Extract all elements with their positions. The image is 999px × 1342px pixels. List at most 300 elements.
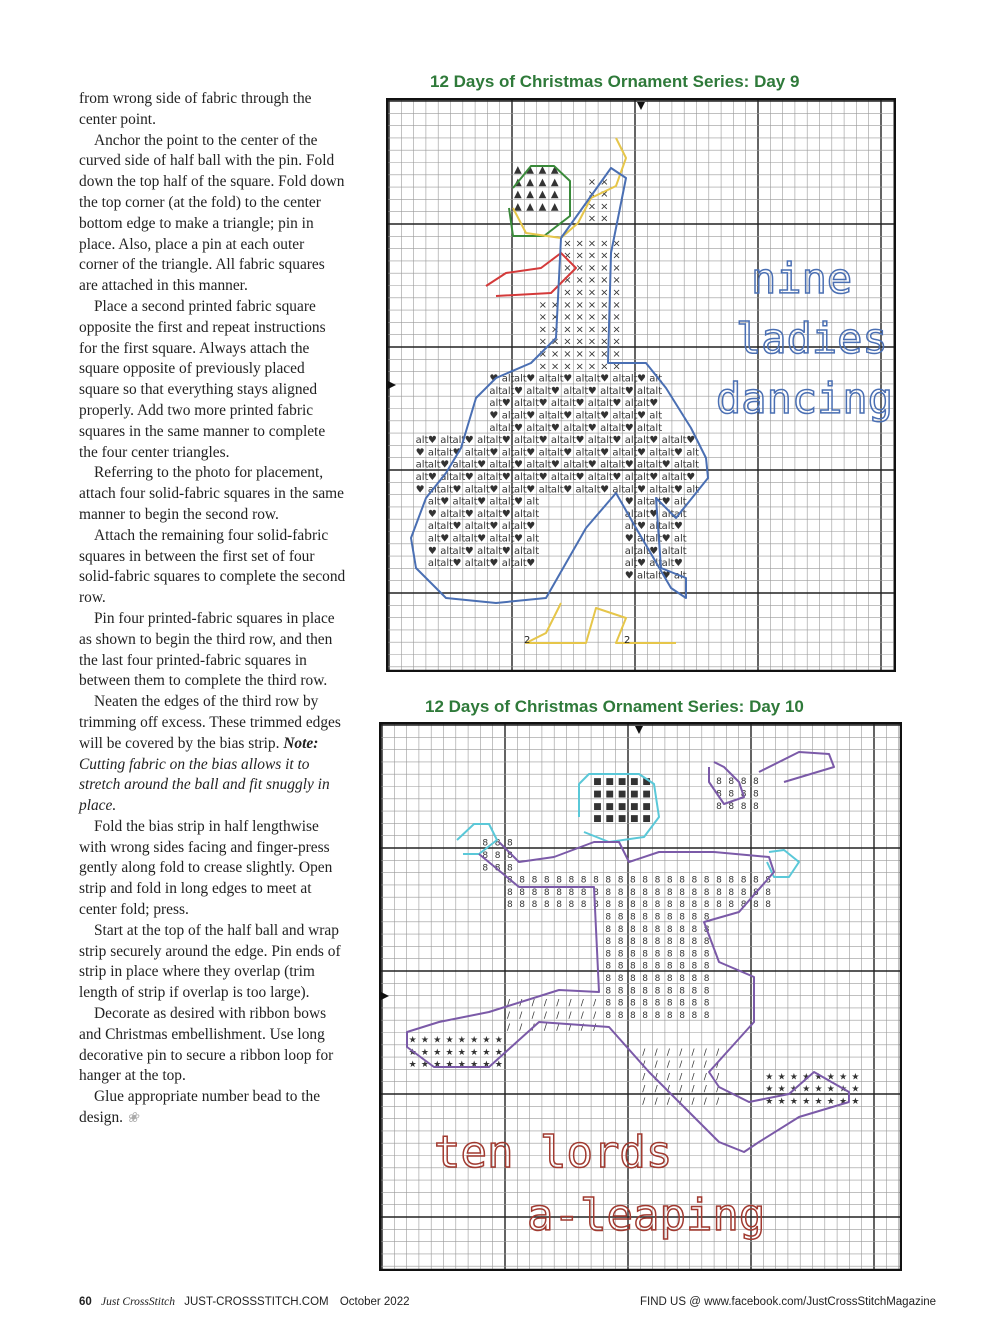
stitch-symbol: 8	[728, 801, 735, 812]
stitch-symbol: alt	[563, 472, 577, 483]
stitch-symbol: ×	[538, 336, 547, 348]
stitch-symbol: alt	[489, 398, 503, 410]
stitch-symbol: 8	[666, 961, 673, 972]
stitch-symbol: 8	[691, 974, 698, 984]
stitch-symbol: 8	[654, 998, 661, 1009]
stitch-symbol: ♥	[538, 398, 548, 410]
stitch-symbol: ★	[470, 1047, 479, 1058]
issue-date: October 2022	[339, 1296, 410, 1308]
stitch-symbol: ×	[587, 189, 597, 201]
stitch-symbol: 8	[691, 998, 698, 1009]
stitch-symbol: alt	[649, 533, 663, 545]
stitch-symbol: alt	[427, 521, 441, 533]
stitch-symbol: alt	[661, 545, 675, 557]
stitch-symbol: 8	[494, 851, 501, 861]
stitch-symbol: ×	[563, 312, 572, 324]
stitch-symbol: ×	[600, 213, 609, 225]
stitch-symbol: alt	[624, 472, 638, 483]
footer-facebook[interactable]: FIND US @ www.facebook.com/JustCrossStitchMagazine	[640, 1296, 937, 1308]
stitch-symbol: ♥	[649, 398, 659, 410]
stitch-symbol: ★	[814, 1072, 823, 1083]
stitch-symbol: ×	[563, 361, 572, 373]
stitch-symbol: alt	[624, 435, 638, 447]
footer-left	[79, 1296, 410, 1308]
stitch-symbol: 8	[703, 937, 710, 948]
stitch-symbol: alt	[550, 373, 564, 385]
stitch-symbol: ♥	[427, 508, 437, 520]
stitch-symbol: ×	[612, 361, 621, 373]
stitch-symbol: ▲	[514, 176, 522, 188]
stitch-symbol: /	[543, 1010, 547, 1021]
chart-title-day-9: 12 Days of Christmas Ornament Series: Day 9	[430, 72, 800, 91]
stitch-symbol: 8	[703, 912, 710, 923]
stitch-symbol: alt	[477, 521, 490, 533]
stitch-symbol: alt	[514, 447, 527, 459]
stitch-symbol: /	[543, 1023, 547, 1034]
stitch-symbol: 8	[593, 875, 599, 886]
stitch-symbol: 8	[679, 1010, 685, 1021]
stitch-symbol: alt	[514, 545, 527, 557]
lettering-nine: nine	[751, 254, 853, 303]
stitch-symbol: 8	[617, 875, 624, 886]
stitch-symbol: ×	[575, 262, 584, 274]
stitch-symbol: alt	[637, 545, 650, 557]
stitch-symbol: 8	[507, 887, 513, 898]
stitch-symbol: ♥	[464, 435, 474, 447]
stitch-symbol: /	[716, 1072, 720, 1083]
stitch-symbol: alt	[600, 398, 613, 410]
stitch-symbol: alt	[489, 385, 503, 397]
stitch-symbol: 8	[765, 900, 772, 911]
stitch-symbol: ♥	[575, 435, 585, 447]
stitch-symbol: ♥	[427, 435, 437, 447]
stitch-symbol: /	[654, 1097, 658, 1107]
stitch-symbol: ★	[457, 1047, 466, 1058]
stitch-symbol: 8	[642, 998, 649, 1009]
stitch-symbol: ★	[851, 1084, 860, 1095]
stitch-symbol: ♥	[673, 558, 683, 570]
stitch-symbol: alt	[477, 508, 490, 520]
chart-title-day-10: 12 Days of Christmas Ornament Series: Day 10	[425, 697, 804, 716]
stitch-symbol: ♥	[464, 545, 474, 557]
stitch-symbol: 8	[654, 949, 661, 960]
paragraph-4: Referring to the photo for placement, attach four solid-fabric squares in the same manner to begin the second row.	[79, 464, 344, 523]
stitch-symbol: alt	[489, 472, 503, 483]
stitch-symbol: 8	[593, 900, 599, 911]
stitch-symbol: 8	[654, 900, 661, 911]
stitch-symbol: ★	[789, 1097, 798, 1107]
stitch-symbol: ★	[494, 1047, 503, 1058]
stitch-symbol: /	[716, 1084, 720, 1095]
stitch-symbol: ▲	[550, 176, 559, 188]
stitch-symbol: alt	[624, 508, 638, 520]
stitch-symbol: ♥	[587, 385, 597, 397]
stitch-symbol: 8	[703, 900, 710, 911]
stitch-symbol: ■	[630, 801, 639, 812]
stitch-symbol: alt	[637, 508, 650, 520]
stitch-symbol: ×	[600, 238, 609, 250]
stitch-symbol: 8	[691, 875, 698, 886]
stitch-symbol: /	[703, 1072, 707, 1083]
stitch-symbol: ★	[482, 1060, 491, 1071]
stitch-symbol: ♥	[624, 570, 634, 582]
stitch-symbol: ▲	[526, 164, 535, 176]
stitch-symbol: alt	[563, 398, 577, 410]
stitch-symbol: /	[556, 998, 560, 1009]
stitch-symbol: 8	[691, 937, 698, 948]
stitch-symbol: ■	[617, 777, 627, 788]
stitch-symbol: alt	[550, 447, 564, 459]
stitch-symbol: alt	[514, 521, 527, 533]
stitch-symbol: ▲	[514, 189, 522, 201]
stitch-symbol: 8	[642, 887, 649, 898]
stitch-symbol: 8	[617, 974, 624, 984]
stitch-symbol: ×	[612, 262, 621, 274]
stitch-symbol: alt	[526, 385, 540, 397]
stitch-symbol: ×	[563, 262, 572, 274]
stitch-symbol: 8	[679, 887, 685, 898]
stitch-symbol: alt	[538, 459, 552, 471]
stitch-symbol: ×	[600, 189, 609, 201]
symbol-number-right: 2	[624, 635, 631, 646]
stitch-symbol: ♥	[464, 508, 474, 520]
stitch-symbol: 8	[654, 887, 661, 898]
stitch-symbol: ♥	[661, 533, 671, 545]
stitch-symbol: ×	[612, 336, 621, 348]
stitch-symbol: 8	[716, 789, 722, 800]
stitch-symbol: alt	[600, 435, 613, 447]
stitch-symbol: /	[519, 1023, 523, 1034]
stitch-symbol: ■	[617, 789, 627, 800]
stitch-symbol: ■	[605, 801, 614, 812]
stitch-symbol: 8	[630, 924, 636, 935]
stitch-symbol: /	[642, 1084, 646, 1095]
stitch-symbol: alt	[452, 472, 466, 483]
stitch-symbol: ×	[600, 201, 609, 213]
stitch-symbol: 8	[654, 961, 661, 972]
stitch-symbol: 8	[654, 875, 661, 886]
stitch-symbol: 8	[703, 961, 710, 972]
stitch-symbol: ×	[600, 299, 609, 311]
stitch-symbol: ▲	[538, 176, 547, 188]
stitch-symbol: ♥	[526, 558, 536, 570]
stitch-symbol: ×	[612, 250, 621, 262]
stitch-symbol: 8	[630, 998, 636, 1009]
stitch-symbol: ♥	[550, 422, 560, 434]
stitch-symbol: ★	[408, 1035, 417, 1046]
stitch-symbol: 8	[543, 887, 550, 898]
stitch-symbol: alt	[673, 533, 687, 545]
stitch-symbol: /	[654, 1047, 658, 1058]
stitch-symbol: 8	[543, 900, 550, 911]
stitch-symbol: ★	[851, 1097, 860, 1107]
stitch-symbol: ★	[482, 1035, 491, 1046]
stitch-symbol: 8	[654, 912, 661, 923]
stitch-symbol: 8	[691, 961, 698, 972]
stitch-symbol: alt	[489, 508, 503, 520]
stitch-symbol: alt	[587, 447, 601, 459]
website-link[interactable]: JUST-CROSSSTITCH.COM	[184, 1296, 329, 1308]
stitch-symbol: alt	[501, 558, 515, 570]
stitch-symbol: alt	[464, 558, 478, 570]
stitch-symbol: ★	[777, 1072, 786, 1083]
stitch-symbol: 8	[740, 887, 747, 898]
stitch-symbol: alt	[464, 459, 478, 471]
stitch-symbol: ★	[494, 1035, 503, 1046]
stitch-symbol: alt	[637, 385, 650, 397]
stitch-symbol: ♥	[415, 447, 425, 459]
stitch-symbol: 8	[617, 986, 624, 997]
stitch-symbol: 8	[630, 1010, 636, 1021]
stitch-symbol: ■	[642, 801, 651, 812]
chart-day-10	[379, 722, 902, 1271]
stitch-symbol: ■	[593, 789, 602, 800]
stitch-symbol: 8	[642, 937, 649, 948]
stitch-symbol: /	[519, 1010, 523, 1021]
stitch-symbol: alt	[587, 484, 601, 496]
stitch-symbol: alt	[563, 459, 577, 471]
stitch-symbol: 8	[654, 1010, 661, 1021]
stitch-symbol: alt	[464, 484, 478, 496]
stitch-symbol: 8	[691, 986, 698, 997]
stitch-symbol: ★	[420, 1060, 429, 1071]
stitch-symbol: ♥	[526, 373, 536, 385]
stitch-symbol: ▲	[550, 164, 559, 176]
stitch-symbol: alt	[612, 447, 626, 459]
stitch-symbol: /	[666, 1072, 670, 1083]
stitch-symbol: ★	[826, 1084, 835, 1095]
stitch-symbol: ■	[642, 777, 651, 788]
stitch-symbol: alt	[514, 435, 527, 447]
stitch-symbol: alt	[612, 385, 626, 397]
stitch-symbol: /	[716, 1047, 720, 1058]
stitch-symbol: /	[556, 1010, 560, 1021]
stitch-symbol: alt	[514, 398, 527, 410]
stitch-symbol: alt	[550, 435, 564, 447]
stitch-symbol: ♥	[686, 435, 696, 447]
stitch-symbol: 8	[753, 801, 759, 812]
stitch-symbol: alt	[575, 373, 589, 385]
stitch-symbol: alt	[649, 422, 663, 434]
stitch-symbol: ★	[789, 1072, 798, 1083]
stitch-symbol: /	[568, 998, 572, 1009]
stitch-symbol: 8	[605, 875, 612, 886]
stitch-symbol: alt	[637, 435, 650, 447]
stitch-symbol: 8	[568, 875, 575, 886]
stitch-symbol: /	[716, 1097, 720, 1107]
stitch-symbol: ♥	[575, 398, 585, 410]
stitch-symbol: alt	[550, 484, 564, 496]
note-label: Note:	[283, 734, 319, 752]
stitch-symbol: alt	[637, 422, 650, 434]
stitch-symbol: ♥	[464, 472, 474, 483]
stitch-symbol: ♥	[624, 533, 634, 545]
stitch-symbol: ♥	[587, 459, 597, 471]
stitch-symbol: alt	[427, 459, 441, 471]
stitch-symbol: 8	[703, 875, 710, 886]
stitch-symbol: ♥	[489, 558, 499, 570]
stitch-symbol: ★	[802, 1072, 811, 1083]
stitch-symbol: ■	[605, 777, 614, 788]
stitch-symbol: ×	[575, 250, 584, 262]
stitch-symbol: 8	[753, 875, 759, 886]
stitch-symbol: ♥	[637, 521, 646, 533]
stitch-symbol: 8	[666, 900, 673, 911]
stitch-symbol: 8	[556, 875, 562, 886]
stitch-symbol: ♥	[452, 558, 462, 570]
stitch-symbol: 8	[507, 851, 513, 861]
stitch-symbol: ♥	[649, 508, 659, 520]
stitch-symbol: 8	[679, 974, 685, 984]
stitch-symbol: 8	[617, 912, 624, 923]
stitch-symbol: alt	[673, 570, 687, 582]
paragraph-10: Decorate as desired with ribbon bows and Christmas embellishment. Use long decorative pin to secure a ribbon loop for hanger at the top.	[79, 1005, 334, 1085]
paragraph-9: Start at the top of the half ball and wrap strip securely around the edge. Pin ends of strip in place where they overlap (trim length of strip if overlap is too large).	[79, 921, 341, 1002]
stitch-symbol: 8	[728, 789, 735, 800]
stitch-symbol: alt	[415, 459, 429, 471]
stitch-symbol: alt	[440, 508, 454, 520]
stitch-symbol: alt	[452, 508, 466, 520]
stitch-symbol: ×	[612, 349, 621, 360]
stitch-symbol: alt	[489, 435, 503, 447]
stitch-symbol: 8	[556, 900, 562, 911]
stitch-symbol: 8	[703, 1010, 710, 1021]
stitch-symbol: alt	[575, 447, 589, 459]
stitch-symbol: alt	[661, 484, 675, 496]
stitch-symbol: ♥	[501, 472, 511, 483]
stitch-symbol: alt	[575, 422, 589, 434]
stitch-symbol: alt	[501, 521, 515, 533]
stitch-symbol: ■	[593, 801, 602, 812]
stitch-symbol: ♥	[624, 422, 634, 434]
stitch-symbol: ×	[587, 336, 597, 348]
stitch-symbol: ♥	[489, 484, 499, 496]
stitch-symbol: ★	[802, 1084, 811, 1095]
stitch-symbol: ★	[408, 1047, 417, 1058]
stitch-symbol: ×	[600, 176, 609, 188]
stitch-symbol: ▲	[526, 201, 535, 213]
stitch-symbol: 8	[691, 949, 698, 960]
stitch-symbol: ★	[457, 1035, 466, 1046]
stitch-symbol: alt	[514, 508, 527, 520]
lettering-a-leaping: a-leaping	[527, 1190, 766, 1241]
stitch-symbol: ×	[587, 349, 597, 360]
stitch-symbol: ▲	[514, 164, 522, 176]
stitch-symbol: 8	[482, 838, 489, 849]
stitch-symbol: alt	[427, 558, 441, 570]
stitch-symbol: ▲	[550, 189, 559, 201]
stitch-symbol: 8	[753, 900, 759, 911]
stitch-symbol: alt	[477, 545, 490, 557]
stitch-symbol: 8	[666, 998, 673, 1009]
magazine-name: Just CrossStitch	[101, 1296, 176, 1308]
stitch-symbol: ×	[587, 201, 597, 213]
stitch-symbol: ■	[605, 789, 614, 800]
stitch-symbol: ♥	[514, 533, 523, 545]
stitch-symbol: alt	[526, 472, 540, 483]
stitch-symbol: alt	[427, 484, 441, 496]
stitch-symbol: ♥	[440, 533, 450, 545]
stitch-symbol: ★	[765, 1072, 774, 1083]
stitch-symbol: alt	[624, 410, 638, 422]
stitch-symbol: ×	[575, 287, 584, 299]
chart-day-9	[386, 98, 896, 672]
stitch-symbol: ×	[550, 336, 560, 348]
stitch-symbol: 8	[728, 887, 735, 898]
stitch-symbol: 8	[740, 900, 747, 911]
stitch-symbol: alt	[501, 484, 515, 496]
stitch-symbol: 8	[556, 887, 562, 898]
stitch-symbol: ▲	[550, 201, 559, 213]
stitch-symbol: alt	[637, 459, 650, 471]
stitch-symbol: /	[691, 1060, 695, 1071]
stitch-symbol: ★	[445, 1035, 454, 1046]
stitch-symbol: ▲	[526, 189, 535, 201]
stitch-symbol: alt	[637, 570, 650, 582]
stitch-symbol: 8	[630, 961, 636, 972]
stitch-symbol: /	[531, 1010, 535, 1021]
stitch-symbol: 8	[716, 777, 722, 788]
stitch-symbol: ♥	[514, 496, 523, 508]
stitch-symbol: ×	[587, 287, 597, 299]
stitch-symbol: alt	[526, 545, 540, 557]
stitch-symbol: 8	[642, 912, 649, 923]
stitch-symbol: alt	[661, 521, 675, 533]
stitch-symbol: alt	[514, 484, 527, 496]
stitch-symbol: 8	[630, 912, 636, 923]
stitch-symbol: ♥	[415, 484, 425, 496]
stitch-symbol: alt	[563, 385, 577, 397]
stitch-symbol: 8	[617, 961, 624, 972]
stitch-symbol: ×	[600, 287, 609, 299]
stitch-symbol: 8	[691, 887, 698, 898]
stitch-symbol: 8	[679, 924, 685, 935]
stitch-symbol: ♥	[489, 410, 499, 422]
paragraph-2: Anchor the point to the center of the curved side of half ball with the pin. Fold down the top half of the square. Fold down the top corner (at the fold) to the center bottom edge to make a triangle; pin in place. Also, place a pin at each outer corner of the triangle. All fabric squares are attached in this manner.	[79, 131, 345, 295]
stitch-symbol: 8	[666, 875, 673, 886]
stitch-symbol: 8	[716, 900, 722, 911]
stitch-symbol: ×	[587, 250, 597, 262]
stitch-symbol: alt	[563, 435, 577, 447]
page-number: 60	[79, 1296, 92, 1308]
stitch-symbol: ♥	[538, 472, 548, 483]
stitch-symbol: alt	[427, 533, 441, 545]
stitch-symbol: ♥	[550, 385, 560, 397]
stitch-symbol: alt	[501, 496, 515, 508]
stitch-symbol: ■	[630, 814, 639, 825]
stitch-symbol: ♥	[686, 472, 696, 483]
stitch-symbol: ♥	[624, 496, 634, 508]
stitch-symbol: ■	[642, 814, 651, 825]
stitch-symbol: ♥	[649, 545, 659, 557]
stitch-symbol: ×	[600, 312, 609, 324]
stitch-symbol: alt	[575, 459, 589, 471]
stitch-symbol: ×	[575, 275, 584, 287]
stitch-symbol: ♥	[624, 385, 634, 397]
stitch-symbol: /	[703, 1060, 707, 1071]
paragraph-1: from wrong side of fabric through the center point.	[79, 90, 312, 128]
stitch-symbol: 8	[679, 949, 685, 960]
stitch-symbol: ■	[630, 777, 639, 788]
stitch-symbol: ■	[617, 801, 627, 812]
stitch-symbol: 8	[617, 900, 624, 911]
stitch-symbol: ★	[839, 1072, 848, 1083]
stitch-symbol: 8	[568, 900, 575, 911]
stitch-symbol: ×	[587, 262, 597, 274]
stitch-symbol: /	[654, 1060, 658, 1071]
stitch-symbol: 8	[728, 900, 735, 911]
stitch-symbol: ×	[600, 349, 609, 360]
